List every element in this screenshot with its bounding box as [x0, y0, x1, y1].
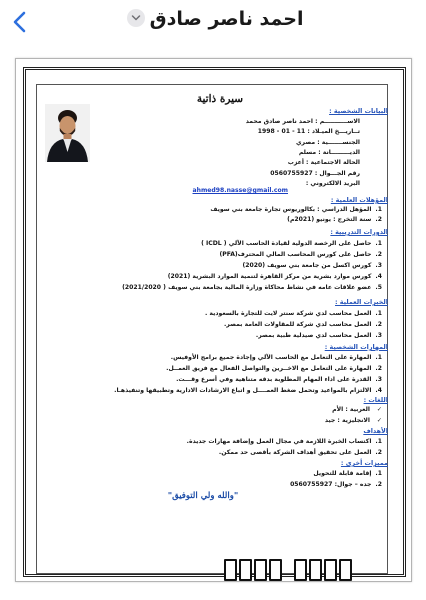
section-languages-heading: اللغات :	[363, 396, 388, 404]
list-number: 1.	[375, 240, 382, 247]
list-text: المهارة على التعامل مع الحاسب الآلي وإجادة جميع برامج الأوفيس.	[170, 354, 372, 361]
section-goals-heading: الأهداف	[363, 427, 388, 435]
glyph-box	[224, 559, 237, 581]
list-item	[219, 251, 382, 259]
list-number: 1.	[375, 310, 382, 317]
list-number: 2.	[375, 216, 382, 223]
profile-photo	[45, 104, 90, 162]
email-link[interactable]: ahmed98.nasse@gmail.com	[192, 187, 288, 194]
list-item	[122, 284, 382, 292]
list-number: 1.	[375, 354, 382, 361]
section-experience-heading: الخبرات العملية :	[335, 298, 388, 306]
list-number: 3.	[375, 376, 382, 383]
list-text: المؤهل الدراسي : بكالوريوس تجارة جامعة بني سويف	[210, 206, 372, 213]
personal-phone: رقم الجـــوال : 0560755927	[270, 170, 360, 177]
cv-title: سيرة ذاتية	[196, 93, 244, 105]
glyph-box	[309, 559, 322, 581]
list-number: 2.	[375, 365, 382, 372]
check-icon: ✓	[376, 417, 382, 424]
top-bar	[0, 0, 426, 46]
section-qualifications-heading: المؤهلات العلمية :	[330, 196, 388, 204]
document-title: احمد ناصر صادق	[149, 8, 304, 30]
list-text: سنة التخرج : يونيو (2021م)	[287, 216, 372, 223]
list-text: الالتزام بالمواعيد وتحمل ضغط العمــــل و اتباع الارشادات الادارية وتطبيقها وتنفيذهـا.	[114, 387, 372, 394]
list-text: حاصل على كورس المحاسب المالي المحترف(PFA)	[219, 251, 372, 258]
list-item	[325, 417, 382, 425]
section-courses-heading: الدورات التدريبية :	[330, 228, 388, 236]
list-item	[332, 406, 382, 414]
list-item	[219, 449, 382, 457]
list-number: 2.	[375, 481, 382, 488]
list-text: العربية : الأم	[332, 406, 370, 413]
list-item	[210, 206, 382, 214]
list-number: 5.	[375, 284, 382, 291]
glyph-box	[339, 559, 352, 581]
personal-nationality: الجنســـــــية : مصري	[295, 139, 360, 146]
personal-religion: الديـــــــــانة : مسلم	[298, 149, 360, 156]
footer-glyph-boxes	[224, 559, 352, 585]
list-number: 2.	[375, 251, 382, 258]
list-item	[201, 240, 382, 248]
list-number: 3.	[375, 332, 382, 339]
list-text: اكتساب الخبرة اللازمة في مجال العمل وإضافة مهارات جديدة.	[186, 438, 372, 445]
list-number: 3.	[375, 262, 382, 269]
list-item	[166, 365, 382, 373]
glyph-box	[254, 559, 267, 581]
list-number: 2.	[375, 449, 382, 456]
list-item	[256, 332, 382, 340]
list-text: المهارة على التعامل مع الاخــرين والتواصل الفعال مع فريق العمــل.	[166, 365, 372, 372]
list-number: 2.	[375, 321, 382, 328]
list-number: 1.	[375, 206, 382, 213]
list-text: جده – جوال: 0560755927	[290, 481, 372, 488]
closing-line: "والله ولي التوفيق"	[167, 491, 239, 501]
list-text: حاصل على الرخصة الدولية لقيادة الحاسب الآلي ( ICDL )	[201, 240, 372, 247]
title-area[interactable]	[0, 8, 426, 36]
list-text: كورس موارد بشرية من مركز القاهرة لتنمية الموارد البشرية (2021)	[167, 273, 372, 280]
list-item	[187, 438, 382, 446]
list-item	[287, 216, 382, 224]
list-item	[313, 470, 382, 478]
list-item	[224, 321, 382, 329]
list-item	[171, 354, 382, 362]
personal-marital-status: الحالة الاجتماعية : أعزب	[287, 159, 360, 166]
list-number: 4.	[375, 387, 382, 394]
list-number: 4.	[375, 273, 382, 280]
list-item	[242, 262, 382, 270]
glyph-box	[324, 559, 337, 581]
list-text: الانجليزية : جيد	[324, 417, 370, 424]
list-item	[290, 481, 382, 489]
list-text: عضو علاقات عامه في نشاط محاكاة وزارة المالية بجامعة بني سويف ( 2021/2020)	[122, 284, 372, 291]
list-item	[114, 387, 382, 395]
list-text: القدرة على اداء المهام المطلوبة بدقه متناهية وفي أسرع وقـــت.	[176, 376, 372, 383]
check-icon: ✓	[376, 406, 382, 413]
list-item	[176, 376, 382, 384]
chevron-down-icon[interactable]	[127, 9, 145, 27]
list-text: كورس اكسل من جامعة بني سويف (2020)	[242, 262, 372, 269]
personal-email-label: البريد الالكتروني :	[305, 180, 360, 187]
list-item	[168, 273, 382, 281]
glyph-box	[269, 559, 282, 581]
list-text: إقامة قابلة للتحويل	[313, 470, 372, 477]
personal-name: الاســـــــــــم : احمد ناصر صادق محمد	[245, 118, 360, 125]
glyph-box	[294, 559, 307, 581]
list-number: 1.	[375, 438, 382, 445]
list-text: العمل على تحقيق أهداف الشركة بأقصى حد ممكن.	[218, 449, 372, 456]
section-extras-heading: مميزات أخرى :	[340, 459, 388, 467]
list-number: 1.	[375, 470, 382, 477]
list-item	[205, 310, 382, 318]
section-personal-heading: البيانات الشخصية :	[329, 107, 388, 115]
personal-birthdate: تــاريـــخ الميـلاد : 11 - 01 - 1998	[257, 128, 360, 135]
list-text: العمل محاسب لدي صيدلية طبية بمصر.	[255, 332, 372, 339]
section-skills-heading: المهارات الشخصية :	[324, 343, 388, 351]
list-text: العمل محاسب لدي شركة للمقاولات العامة بمصر.	[223, 321, 372, 328]
glyph-box	[239, 559, 252, 581]
list-text: العمل محاسب لدي شركة سنتر لايت للتجارة بالسعودية .	[204, 310, 372, 317]
